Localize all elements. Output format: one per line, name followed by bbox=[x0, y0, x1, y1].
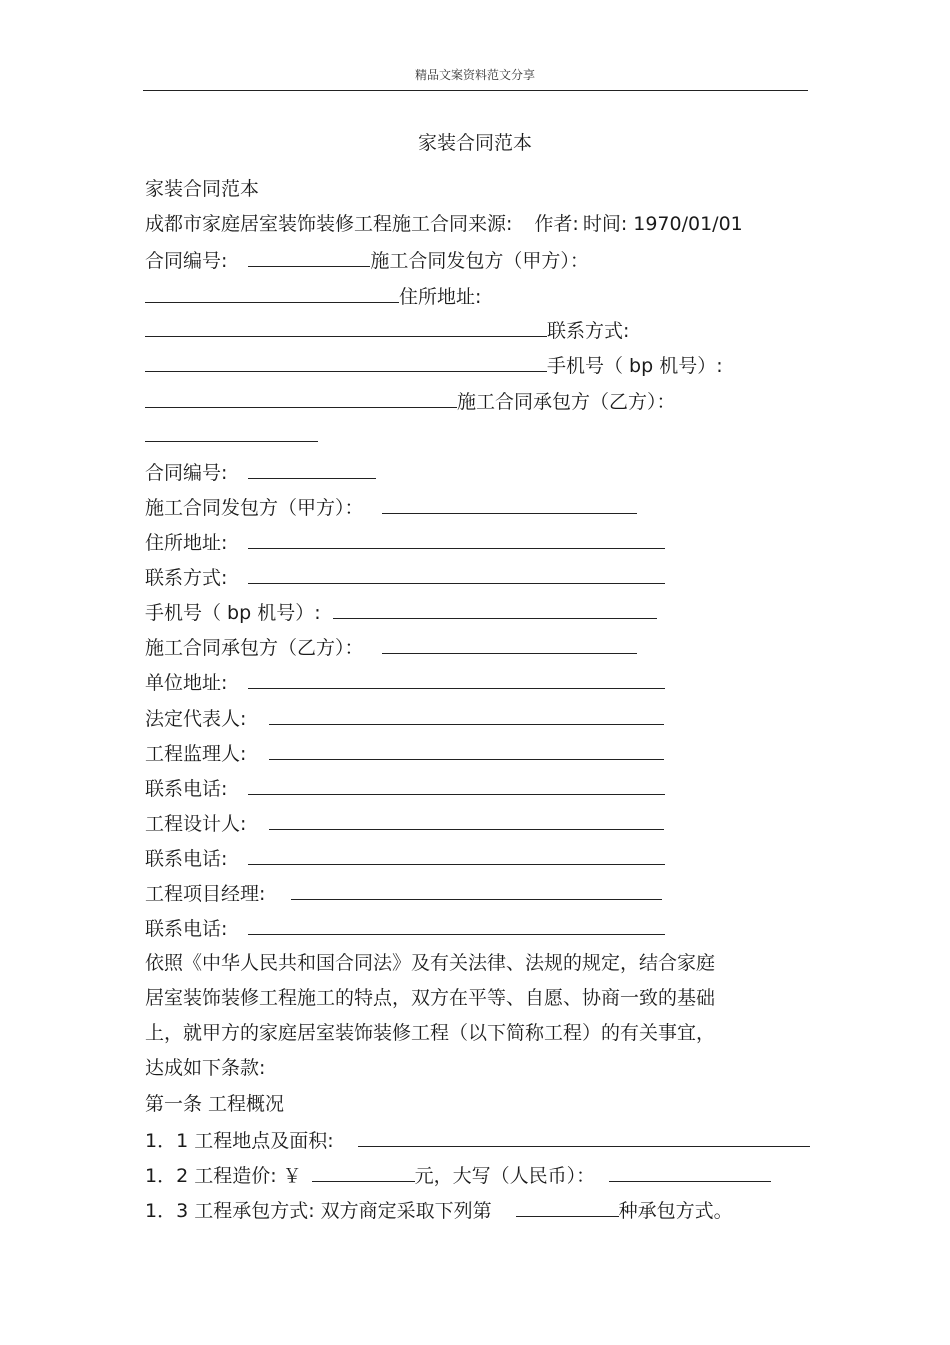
field-label: 合同编号: bbox=[145, 462, 228, 484]
field-label: 1．2 工程造价: ￥ bbox=[145, 1165, 302, 1187]
first-mobile-row bbox=[145, 351, 723, 379]
blank-line[interactable] bbox=[145, 282, 399, 303]
field-label: 元，大写（人民币）： bbox=[414, 1165, 596, 1187]
field-label: 工程设计人: bbox=[145, 813, 247, 835]
field-row bbox=[145, 563, 665, 591]
field-label: 工程项目经理: bbox=[145, 883, 266, 905]
article-item-3 bbox=[145, 1196, 733, 1224]
field-label: 住所地址: bbox=[399, 286, 482, 308]
blank-line[interactable] bbox=[248, 458, 376, 479]
subtitle: 家装合同范本 bbox=[145, 178, 260, 200]
blank-line[interactable] bbox=[145, 351, 547, 372]
paragraph-line: 达成如下条款: bbox=[145, 1057, 266, 1079]
field-label: 工程监理人: bbox=[145, 743, 247, 765]
field-row bbox=[145, 493, 637, 521]
blank-line[interactable] bbox=[248, 844, 665, 865]
blank-line[interactable] bbox=[145, 316, 547, 337]
blank-line[interactable] bbox=[609, 1161, 771, 1182]
blank-line[interactable] bbox=[516, 1196, 619, 1217]
field-row bbox=[145, 914, 665, 942]
blank-line[interactable] bbox=[269, 739, 664, 760]
field-label: 施工合同发包方（甲方）： bbox=[145, 497, 364, 519]
field-row bbox=[145, 879, 662, 907]
source-line bbox=[145, 211, 743, 237]
field-row bbox=[145, 809, 664, 837]
field-row bbox=[145, 774, 665, 802]
blank-line[interactable] bbox=[382, 493, 637, 514]
header-rule bbox=[143, 90, 808, 91]
first-contact-row bbox=[145, 316, 629, 344]
field-label: 施工合同承包方（乙方）： bbox=[457, 391, 676, 413]
field-label: 合同编号: bbox=[145, 250, 228, 272]
field-label: 联系方式: bbox=[145, 567, 228, 589]
blank-line[interactable] bbox=[382, 633, 637, 654]
blank-line[interactable] bbox=[312, 1161, 415, 1182]
field-row bbox=[145, 844, 665, 872]
field-label: 联系电话: bbox=[145, 848, 228, 870]
field-label: 联系电话: bbox=[145, 778, 228, 800]
field-row bbox=[145, 633, 637, 661]
source-text: 成都市家庭居室装饰装修工程施工合同来源: bbox=[145, 213, 513, 235]
first-party-b-blank bbox=[145, 421, 318, 449]
blank-line[interactable] bbox=[248, 528, 665, 549]
field-label: 住所地址: bbox=[145, 532, 228, 554]
field-row bbox=[145, 668, 665, 696]
blank-line[interactable] bbox=[269, 704, 664, 725]
blank-line[interactable] bbox=[358, 1126, 810, 1147]
author-label: 作者: bbox=[534, 213, 579, 235]
article-item-2 bbox=[145, 1161, 771, 1189]
paragraph-line: 居室装饰装修工程施工的特点，双方在平等、自愿、协商一致的基础 bbox=[145, 987, 716, 1009]
field-label: 手机号（ bp 机号）: bbox=[145, 602, 321, 624]
article-heading: 第一条 工程概况 bbox=[145, 1093, 285, 1115]
article-item-1 bbox=[145, 1126, 810, 1154]
field-label: 1．3 工程承包方式: 双方商定采取下列第 bbox=[145, 1200, 492, 1222]
blank-line[interactable] bbox=[269, 809, 664, 830]
paragraph-line: 依照《中华人民共和国合同法》及有关法律、法规的规定，结合家庭 bbox=[145, 952, 716, 974]
field-row bbox=[145, 598, 657, 626]
field-label: 法定代表人: bbox=[145, 708, 247, 730]
field-label: 种承包方式。 bbox=[618, 1200, 733, 1222]
blank-line[interactable] bbox=[248, 246, 370, 267]
page-header: 精品文案资料范文分享 bbox=[414, 68, 535, 82]
field-row bbox=[145, 528, 665, 556]
paragraph-line: 上，就甲方的家庭居室装饰装修工程（以下简称工程）的有关事宜， bbox=[145, 1022, 716, 1044]
field-label: 联系电话: bbox=[145, 918, 228, 940]
time-label: 时间: 1970/01/01 bbox=[582, 213, 743, 235]
field-label: 1．1 工程地点及面积: bbox=[145, 1130, 334, 1152]
blank-line[interactable] bbox=[248, 563, 665, 584]
field-label: 单位地址: bbox=[145, 672, 228, 694]
first-address-row bbox=[145, 282, 481, 310]
field-label: 施工合同发包方（甲方）： bbox=[370, 250, 589, 272]
field-row bbox=[145, 704, 664, 732]
blank-line[interactable] bbox=[248, 914, 665, 935]
first-party-b-row bbox=[145, 387, 676, 415]
field-row bbox=[145, 458, 376, 486]
first-contract-no-row bbox=[145, 246, 589, 274]
field-label: 手机号（ bp 机号）: bbox=[547, 355, 723, 377]
blank-line[interactable] bbox=[248, 774, 665, 795]
document-title: 家装合同范本 bbox=[417, 132, 532, 154]
blank-line[interactable] bbox=[248, 668, 665, 689]
blank-line[interactable] bbox=[333, 598, 657, 619]
field-row bbox=[145, 739, 664, 767]
field-label: 施工合同承包方（乙方）： bbox=[145, 637, 364, 659]
blank-line[interactable] bbox=[145, 421, 318, 442]
field-label: 联系方式: bbox=[547, 320, 630, 342]
blank-line[interactable] bbox=[145, 387, 457, 408]
blank-line[interactable] bbox=[291, 879, 662, 900]
